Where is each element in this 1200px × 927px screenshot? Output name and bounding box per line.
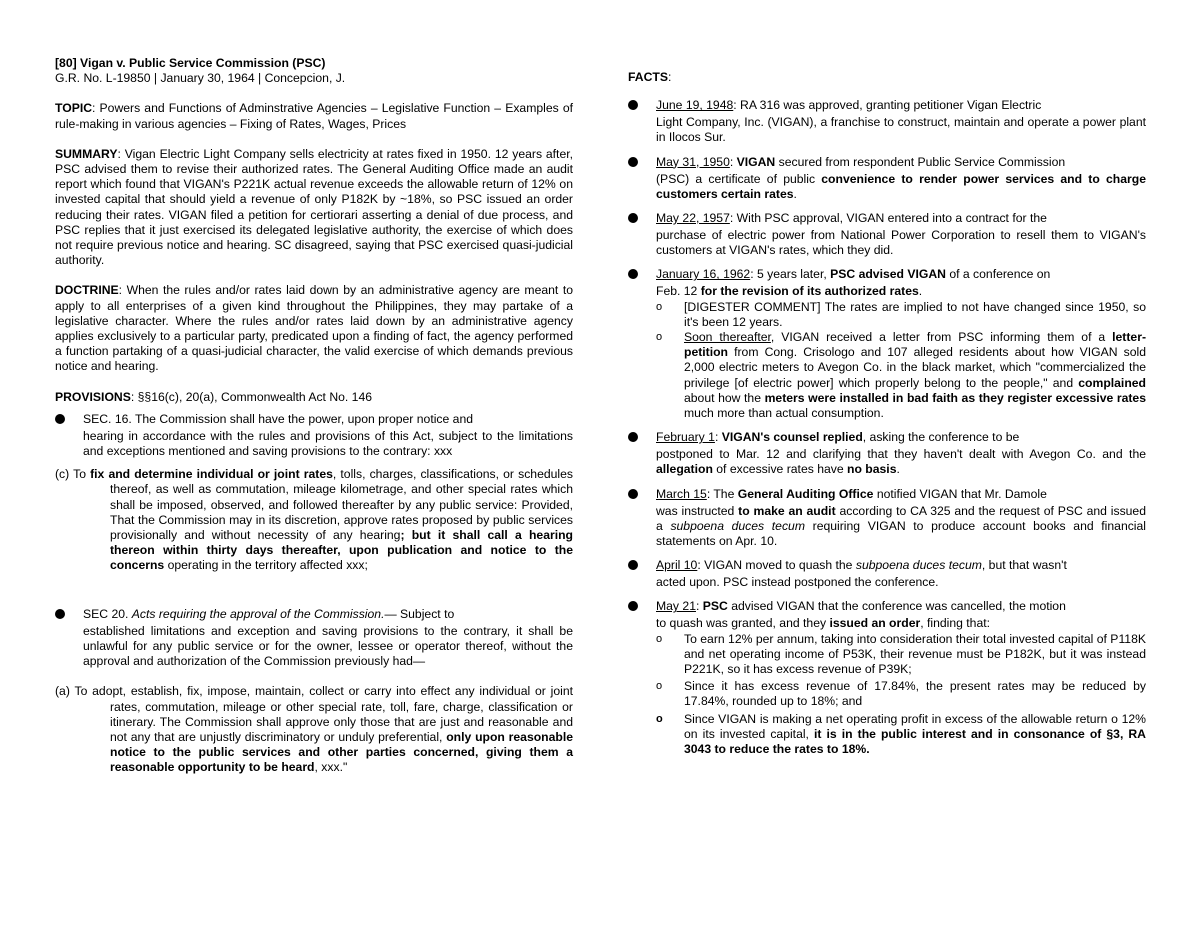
fact-4-subitem-2: o Soon thereafter, VIGAN received a letter from PSC informing them of a letter-petition from Cong. Crisologo and 107 alleged residents about how VIGAN sold 2,000 electric meters to Avegon Co. in the black market, which "commercialized the privilege [of electric power] which properly belong to the people," and complained about how the meters were installed in bad faith as they register excessive rates much more than actual consumption.: [628, 330, 1146, 421]
right-column: [628, 70, 1146, 757]
sec16-c-bold1: fix and determine individual or joint rates: [90, 467, 333, 482]
sec16-c-text2: operating in the territory affected xxx;: [164, 558, 368, 573]
facts-colon: :: [667, 70, 672, 84]
sec20-a-paragraph: [55, 684, 573, 775]
sec16-item: [55, 409, 573, 459]
fact-item-6: March 15: The General Auditing Office notified VIGAN that Mr. Damole was instructed to make an audit according to CA 325 and the request of PSC and issued a subpoena duces tecum requiring VIGAN to produce account books and financial statements on Apr. 10.: [628, 484, 1146, 550]
fact-item-5: February 1: VIGAN's counsel replied, asking the conference to be postponed to Mar. 12 and clarifying that they haven't dealt with Avegon Co. and the allegation of excessive rates have no basis.: [628, 427, 1146, 477]
fact-8-subitem-2: o Since it has excess revenue of 17.84%, the present rates may be reduced by 17.84%, rounded up to 18%; and: [628, 679, 1146, 709]
sec20-italic: Acts requiring the approval of the Commission.: [131, 606, 385, 621]
case-title: [80] Vigan v. Public Service Commission (PSC): [55, 56, 326, 70]
fact-date: January 16, 1962: [656, 267, 751, 282]
fact-date: May 31, 1950: [656, 154, 730, 169]
sec20-prefix: SEC 20.: [83, 606, 132, 621]
fact-item-3: May 22, 1957: With PSC approval, VIGAN entered into a contract for the purchase of electric power from National Power Corporation to resell them to VIGAN's customers at VIGAN's rates, which they did.: [628, 208, 1146, 258]
fact-date: May 21: [656, 599, 696, 614]
topic-text: : Powers and Functions of Adminstrative Agencies – Legislative Function – Examples of rule-making in various agencies – Fixing of Rates, Wages, Prices: [55, 101, 573, 131]
fact-date: April 10: [656, 558, 698, 573]
sec16-c-prefix: (c) To: [55, 467, 91, 482]
fact-item-2: May 31, 1950: VIGAN secured from respondent Public Service Commission (PSC) a certificate of public convenience to render power services and to charge customers certain rates.: [628, 152, 1146, 202]
sec16-c-text1: , tolls, charges, classifications, or schedules thereof, as well as commutation, mileage kilometrage, and other special rates which shall be imposed, observed, and followed thereafter by any public service: Provided, That the Commission may in its discretion, approve rates proposed by public services provisionally and without necessity of any hearing: [110, 467, 573, 543]
fact-date: June 19, 1948: [656, 98, 734, 113]
sec16-c-paragraph: [55, 467, 573, 573]
fact-item-7: April 10: VIGAN moved to quash the subpoena duces tecum, but that wasn't acted upon. PSC instead postponed the conference.: [628, 555, 1146, 590]
fact-date: May 22, 1957: [656, 211, 730, 226]
fact-item-8: May 21: PSC advised VIGAN that the conference was cancelled, the motion to quash was granted, and they issued an order, finding that:: [628, 596, 1146, 631]
sec16-first-line: SEC. 16. The Commission shall have the power, upon proper notice and: [83, 411, 473, 426]
sec16-rest: hearing in accordance with the rules and provisions of this Act, subject to the limitations and exceptions mentioned and saving provisions to the contrary: xxx: [83, 428, 573, 459]
fact-item-1: June 19, 1948: RA 316 was approved, granting petitioner Vigan Electric Light Company, Inc. (VIGAN), a franchise to construct, maintain and operate a power plant in Ilocos Sur.: [628, 95, 1146, 145]
provisions-paragraph: [55, 390, 573, 405]
sec20-first-rest: — Subject to: [384, 606, 455, 621]
topic-paragraph: [55, 101, 573, 131]
sec20-a-text1: (a) To adopt, establish, fix, impose, maintain, collect or carry into effect any individual or joint rates, commutation, mileage or other special rate, toll, fare, charge, classification or itinerary. The Commission shall approve only those that are just and reasonable and not any that are unjustly discriminatory or unduly preferential,: [55, 684, 573, 744]
doctrine-text: : When the rules and/or rates laid down by an administrative agency are meant to apply to all enterprises of a given kind throughout the Philippines, they may partake of a legislative character. Where the rules and/or rates laid down by an administrative agency applies exclusively to a particular party, predicated upon a finding of fact, the agency performed a function partaking of a quasi-judicial character, the valid exercise of which demands previous notice and hearing.: [55, 283, 573, 374]
provisions-text: : §§16(c), 20(a), Commonwealth Act No. 146: [130, 389, 373, 404]
facts-label: FACTS: [628, 70, 668, 84]
sec16-c-bold2: ; but it shall call a hearing thereon within thirty days thereafter, upon publication and notice to the concerns: [110, 528, 573, 573]
fact-8-subitem-1: o To earn 12% per annum, taking into consideration their total invested capital of P118K and net operating income of P53K, their revenue must be P182K, but it was instead P221K, so it has excess revenue of P39K;: [628, 632, 1146, 678]
sec20-a-text2: , xxx.": [314, 760, 348, 775]
fact-date: February 1: [656, 430, 715, 445]
provisions-label: PROVISIONS: [55, 389, 131, 404]
fact-4-subitem-1: o [DIGESTER COMMENT] The rates are implied to not have changed since 1950, so it's been 12 years.: [628, 300, 1146, 330]
summary-text: : Vigan Electric Light Company sells electricity at rates fixed in 1950. 12 years after, PSC advised them to revise their authorized rates. The General Auditing Office made an audit report which found that VIGAN's P221K actual revenue exceeds the allowable return of 12% on invested capital that should yield a revenue of only P182K by ~18%, so PSC issued an order reducing their rates. VIGAN filed a petition for certiorari asserting a denial of due process, and PSC replies that it just exercised its delegated legislative authority, the exercise of which does not require previous notice and hearing. SC disagreed, saying that PSC exercised quasi-judicial authority.: [55, 146, 573, 268]
summary-label: SUMMARY: [55, 146, 118, 161]
fact-8-subitem-3: o Since VIGAN is making a net operating profit in excess of the allowable return o 12% on its invested capital, it is in the public interest and in consonance of §3, RA 3043 to reduce the rates to 18%.: [628, 712, 1146, 758]
sec20-first-line: [83, 604, 573, 624]
doctrine-label: DOCTRINE: [55, 283, 119, 298]
case-info: G.R. No. L-19850 | January 30, 1964 | Concepcion, J.: [55, 71, 346, 86]
facts-heading: [628, 70, 1146, 85]
fact-date: March 15: [656, 486, 707, 501]
sec20-item: [55, 604, 573, 670]
doctrine-paragraph: [55, 283, 573, 374]
fact-item-4: January 16, 1962: 5 years later, PSC advised VIGAN of a conference on Feb. 12 for the revision of its authorized rates.: [628, 264, 1146, 299]
left-column: [55, 56, 573, 776]
topic-label: TOPIC: [55, 101, 93, 116]
sec20-rest: established limitations and exception and saving provisions to the contrary, it shall be unlawful for any public service or for the owner, lessee or operator thereof, without the approval and authorization of the Commission previously had—: [83, 623, 573, 669]
sec20-a-bold: only upon reasonable notice to the public services and other parties concerned, giving them a reasonable opportunity to be heard: [110, 729, 573, 775]
summary-paragraph: [55, 147, 573, 269]
